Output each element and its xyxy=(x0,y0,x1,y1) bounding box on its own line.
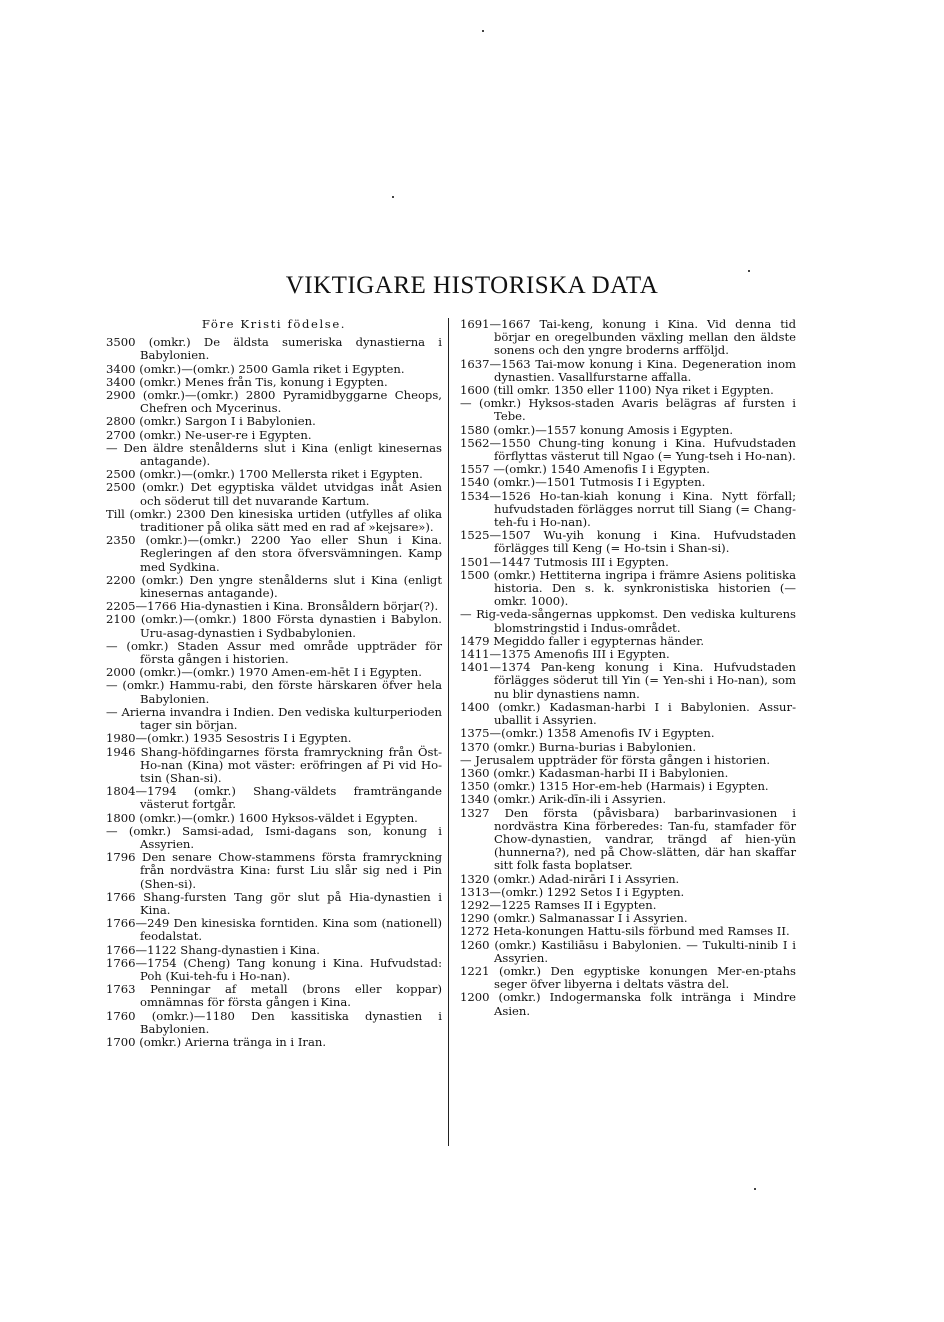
chronology-entry: 2900 (omkr.)—(omkr.) 2800 Pyramidbyggarne Cheops, Chefren och Mycerinus. xyxy=(106,388,442,416)
chronology-entry: — (omkr.) Hyksos-staden Avaris belägras af fursten i Tebe. xyxy=(460,396,796,424)
chronology-entry: 2800 (omkr.) Sargon I i Babylonien. xyxy=(106,414,316,429)
chronology-entry: 2700 (omkr.) Ne-user-re i Egypten. xyxy=(106,427,312,442)
chronology-entry: 1763 Penningar af metall (brons eller koppar) omnämnas för första gången i Kina. xyxy=(106,982,442,1010)
chronology-entry: 1760 (omkr.)—1180 Den kassitiska dynastien i Babylonien. xyxy=(106,1008,442,1036)
chronology-entry: 1313—(omkr.) 1292 Setos I i Egypten. xyxy=(460,884,685,899)
chronology-entry: 1562—1550 Chung-ting konung i Kina. Hufvudstaden förflyttas västerut till Ngao (= Yung-tseh i Ho-nan). xyxy=(460,435,796,464)
chronology-entry: 2100 (omkr.)—(omkr.) 1800 Första dynastien i Babylon. Uru-asag-dynastien i Sydbabylonien. xyxy=(106,612,442,640)
chronology-entry: Till (omkr.) 2300 Den kinesiska urtiden (utfylles af olika traditioner på olika sätt med en rad af »kejsare»). xyxy=(106,506,442,535)
chronology-entry: 1401—1374 Pan-keng konung i Kina. Hufvudstaden förlägges söderut till Yin (= Yen-shi i Ho-nan), som nu blir dynastiens namn. xyxy=(460,660,796,701)
left-column xyxy=(106,318,442,1049)
chronology-entry: 1400 (omkr.) Kadasman-harbi I i Babylonien. Assur-uballit i Assyrien. xyxy=(460,699,796,728)
chronology-entry: 1292—1225 Ramses II i Egypten. xyxy=(460,897,657,912)
chronology-entry: 1479 Megiddo faller i egypternas händer. xyxy=(460,633,705,648)
chronology-entry: 1320 (omkr.) Adad-nirāri I i Assyrien. xyxy=(460,871,680,886)
chronology-entry: 1637—1563 Tai-mow konung i Kina. Degeneration inom dynastien. Vasallfurstarne affalla. xyxy=(460,356,796,384)
chronology-entry: 1766—1122 Shang-dynastien i Kina. xyxy=(106,942,320,957)
scan-speck xyxy=(392,196,394,198)
chronology-entry: 1350 (omkr.) 1315 Hor-em-heb (Harmais) i Egypten. xyxy=(460,779,769,794)
chronology-entry: — (omkr.) Hammu-rabi, den förste härskaren öfver hela Babylonien. xyxy=(106,678,442,706)
chronology-entry: 1691—1667 Tai-keng, konung i Kina. Vid denna tid börjar en oregelbunden växling mellan den äldste sonens och den yngre broderns arffölјd. xyxy=(460,317,796,358)
page-title: VIKTIGARE HISTORISKA DATA xyxy=(285,272,659,299)
chronology-entry: 1766—1754 (Cheng) Tang konung i Kina. Hufvudstad: Poh (Kui-teh-fu i Ho-nan). xyxy=(106,955,442,983)
chronology-entry: 1766 Shang-fursten Tang gör slut på Hia-dynastien i Kina. xyxy=(106,889,442,917)
chronology-entry: 1540 (omkr.)—1501 Tutmosis I i Egypten. xyxy=(460,475,706,490)
chronology-entry: — (omkr.) Samsi-adad, Ismi-dagans son, konung i Assyrien. xyxy=(106,823,442,851)
chronology-entry: — Den äldre stenålderns slut i Kina (enligt kinesernas antagande). xyxy=(106,440,442,469)
chronology-entry: 1375—(omkr.) 1358 Amenofis IV i Egypten. xyxy=(460,726,715,741)
chronology-entry: 2205—1766 Hia-dynastien i Kina. Bronsåldern börjar(?). xyxy=(106,599,439,614)
right-column xyxy=(460,318,796,1018)
chronology-entry: 1600 (till omkr. 1350 eller 1100) Nya riket i Egypten. xyxy=(460,383,774,398)
chronology-entry: 1260 (omkr.) Kastiliāsu i Babylonien. — Tukulti-ninib I i Assyrien. xyxy=(460,937,796,965)
column-divider xyxy=(448,318,449,1146)
chronology-entry: — Jerusalem uppträder för första gången i historien. xyxy=(460,752,771,767)
chronology-entry: 1290 (omkr.) Salmanassar I i Assyrien. xyxy=(460,911,688,926)
chronology-entry: 1557 —(omkr.) 1540 Amenofis I i Egypten. xyxy=(460,462,710,477)
chronology-entry: 2350 (omkr.)—(omkr.) 2200 Yao eller Shun i Kina. Regleringen af den stora öfversvämningen. Kamp med Sydkina. xyxy=(106,533,442,574)
chronology-entry: 2200 (omkr.) Den yngre stenålderns slut i Kina (enligt kinesernas antagande). xyxy=(106,572,442,601)
chronology-entry: 3500 (omkr.) De äldsta sumeriska dynastierna i Babylonien. xyxy=(106,335,442,363)
chronology-entry: 1200 (omkr.) Indogermanska folk intränga i Mindre Asien. xyxy=(460,990,796,1018)
chronology-entry: 1700 (omkr.) Arierna tränga in i Iran. xyxy=(106,1034,327,1049)
chronology-entry: 1534—1526 Ho-tan-kiah konung i Kina. Nytt förfall; hufvudstaden förlägges norrut till Siang (= Chang-teh-fu i Ho-nan). xyxy=(460,488,796,530)
chronology-entry: — Arierna invandra i Indien. Den vediska kulturperioden tager sin början. xyxy=(106,704,442,733)
chronology-entry: 1804—1794 (omkr.) Shang-väldets framträngande västerut fortgår. xyxy=(106,784,442,812)
chronology-entry: 1500 (omkr.) Hettiterna ingripa i främre Asiens politiska historia. Den s. k. synkronistiska historien (— omkr. 1000). xyxy=(460,567,796,609)
chronology-entry: 3400 (omkr.)—(omkr.) 2500 Gamla riket i Egypten. xyxy=(106,361,405,376)
chronology-entry: 1411—1375 Amenofis III i Egypten. xyxy=(460,647,670,662)
chronology-entry: 1327 Den första (påvisbara) barbarinvasionen i nordvästra Kina förberedes: Tan-fu, stamfader för Chow-dynastien, vandrar, trängd af hien-yün (hunnerna?), ned på Chow-slätten, där han skaffar sitt folk fasta boplatser. xyxy=(460,805,796,873)
scan-speck xyxy=(482,30,484,32)
chronology-entry: 1766—249 Den kinesiska forntiden. Kina som (nationell) feodalstat. xyxy=(106,916,442,944)
chronology-entry: 2500 (omkr.)—(omkr.) 1700 Mellersta riket i Egypten. xyxy=(106,467,423,482)
chronology-entry: 1272 Heta-konungen Hattu-sils förbund med Ramses II. xyxy=(460,924,790,939)
chronology-entry: 1980—(omkr.) 1935 Sesostris I i Egypten. xyxy=(106,731,352,746)
chronology-entry: 1946 Shang-höfdingarnes första framryckning från Öst-Ho-nan (Kina) mot väster: eröfringen af Pi vid Ho-tsin (Shan-si). xyxy=(106,744,442,785)
chronology-entry: — (omkr.) Staden Assur med område uppträder för första gången i historien. xyxy=(106,638,442,667)
chronology-entry: — Rig-veda-sångernas uppkomst. Den vediska kulturens blomstringstid i Indus-området. xyxy=(460,607,796,635)
chronology-entry: 1525—1507 Wu-yih konung i Kina. Hufvudstaden förlägges till Keng (= Ho-tsin i Shan-si). xyxy=(460,528,796,556)
section-heading: Före Kristi födelse. xyxy=(201,317,347,331)
chronology-entry: 2000 (omkr.)—(omkr.) 1970 Amen-em-hēt I i Egypten. xyxy=(106,665,422,680)
chronology-entry: 3400 (omkr.) Menes från Tis, konung i Egypten. xyxy=(106,374,388,389)
chronology-entry: 1221 (omkr.) Den egyptiske konungen Mer-en-ptahs seger öfver libyerna i deltats västra del. xyxy=(460,963,796,992)
chronology-entry: 1580 (omkr.)—1557 konung Amosis i Egypten. xyxy=(460,422,734,437)
chronology-entry: 1501—1447 Tutmosis III i Egypten. xyxy=(460,554,669,569)
chronology-entry: 1796 Den senare Chow-stammens första framryckning från nordvästra Kina: furst Liu slår sig ned i Pin (Shen-si). xyxy=(106,850,442,891)
chronology-entry: 1360 (omkr.) Kadasman-harbi II i Babylonien. xyxy=(460,765,729,780)
chronology-entry: 2500 (omkr.) Det egyptiska väldet utvidgas inåt Asien och söderut till det nuvarande Kartum. xyxy=(106,480,442,508)
scan-speck xyxy=(754,1188,756,1190)
chronology-entry: 1340 (omkr.) Arik-dīn-ili i Assyrien. xyxy=(460,792,667,807)
chronology-entry: 1800 (omkr.)—(omkr.) 1600 Hyksos-väldet i Egypten. xyxy=(106,810,418,825)
chronology-entry: 1370 (omkr.) Burna-burias i Babylonien. xyxy=(460,739,697,754)
